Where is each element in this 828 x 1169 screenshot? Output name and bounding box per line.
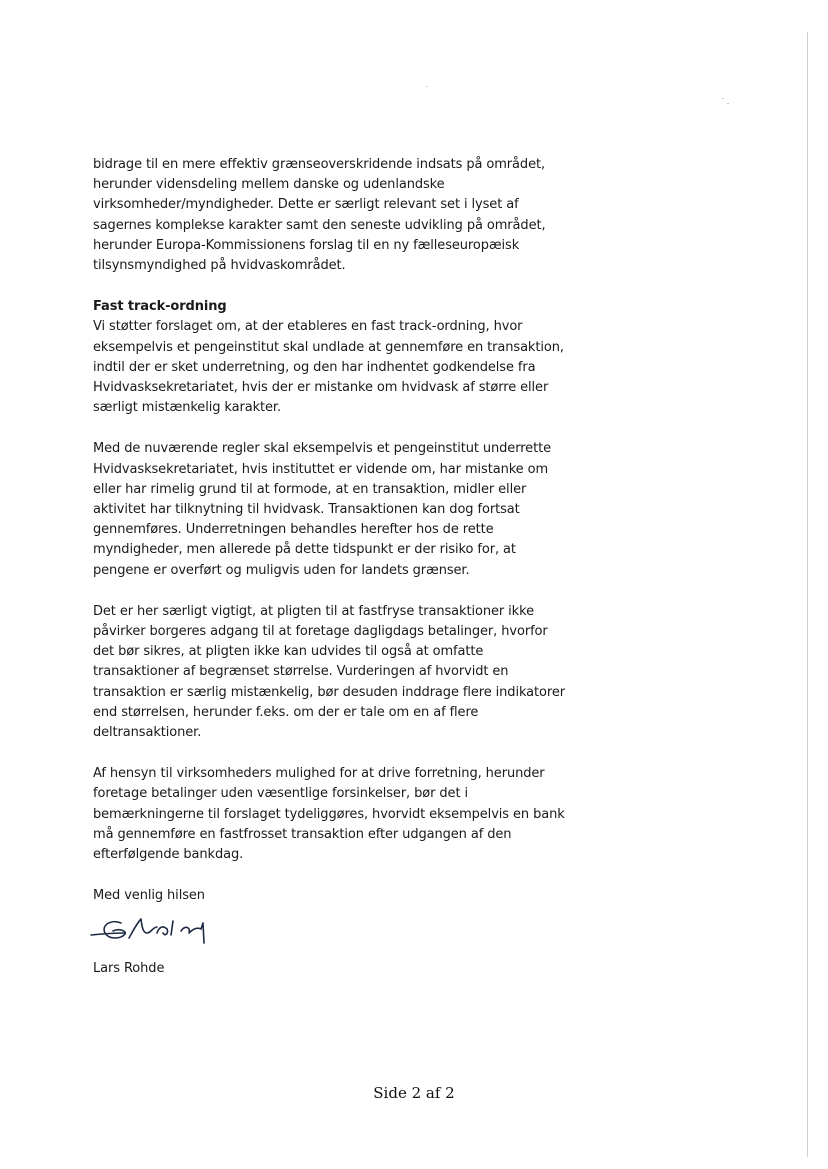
closing-greeting: Med venlig hilsen (93, 888, 205, 904)
scan-speck (722, 98, 724, 99)
section-paragraph-3: Det er her særligt vigtigt, at pligten til at fastfryse transaktioner ikke påvirker borgeres adgang til at foretage dagligdags betalinger, hvorfor det bør sikres, at pligten ikke kan udvides til også at omfatte transaktioner af begrænset størrelse. Vurderingen af hvorvidt en transaktion er særlig mistænkelig, bør desuden inddrage flere indikatorer end størrelsen, herunder f.eks. om der er tale om en af flere deltransaktioner. (93, 603, 565, 741)
section-heading: Fast track-ordning (93, 299, 227, 315)
fast-track-section (93, 297, 578, 865)
fast-track-first-block (93, 297, 578, 418)
signer-name: Lars Rohde (93, 960, 165, 976)
handwritten-signature (87, 909, 217, 949)
section-paragraph-1: Vi støtter forslaget om, at der etableres en fast track-ordning, hvor eksempelvis et pengeinstitut skal undlade at gennemføre en transaktion, indtil der er sket underretning, og den har indhentet godkendelse fra Hvidvasksekretariatet, hvis der er mistanke om hvidvask af større eller særligt mistænkelig karakter. (93, 319, 564, 416)
letter-body (93, 155, 578, 979)
intro-paragraph: bidrage til en mere effektiv grænseoverskridende indsats på området, herunder vidensdeling mellem danske og udenlandske virksomheder/myndigheder. Dette er særligt relevant set i lyset af sagernes komplekse karakter samt den seneste udvikling på området, herunder Europa-Kommissionens forslag til en ny fælleseuropæisk tilsynsmyndighed på hvidvaskområdet. (93, 157, 546, 274)
scan-edge-line (807, 32, 808, 1157)
scan-speck (426, 86, 428, 87)
section-paragraph-2: Med de nuværende regler skal eksempelvis et pengeinstitut underrette Hvidvasksekretariatet, hvis instituttet er vidende om, har mistanke om eller har rimelig grund til at formode, at en transaktion, midler eller aktivitet har tilknytning til hvidvask. Transaktionen kan dog fortsat gennemføres. Underretningen behandles herefter hos de rette myndigheder, men allerede på dette tidspunkt er der risiko for, at pengene er overført og muligvis uden for landets grænser. (93, 441, 551, 578)
page-number: Side 2 af 2 (373, 1084, 455, 1102)
section-paragraph-4: Af hensyn til virksomheders mulighed for at drive forretning, herunder foretage betalinger uden væsentlige forsinkelser, bør det i bemærkningerne til forslaget tydeliggøres, hvorvidt eksempelvis en bank må gennemføre en fastfrosset transaktion efter udgangen af den efterfølgende bankdag. (93, 766, 565, 863)
scan-speck (727, 103, 729, 104)
